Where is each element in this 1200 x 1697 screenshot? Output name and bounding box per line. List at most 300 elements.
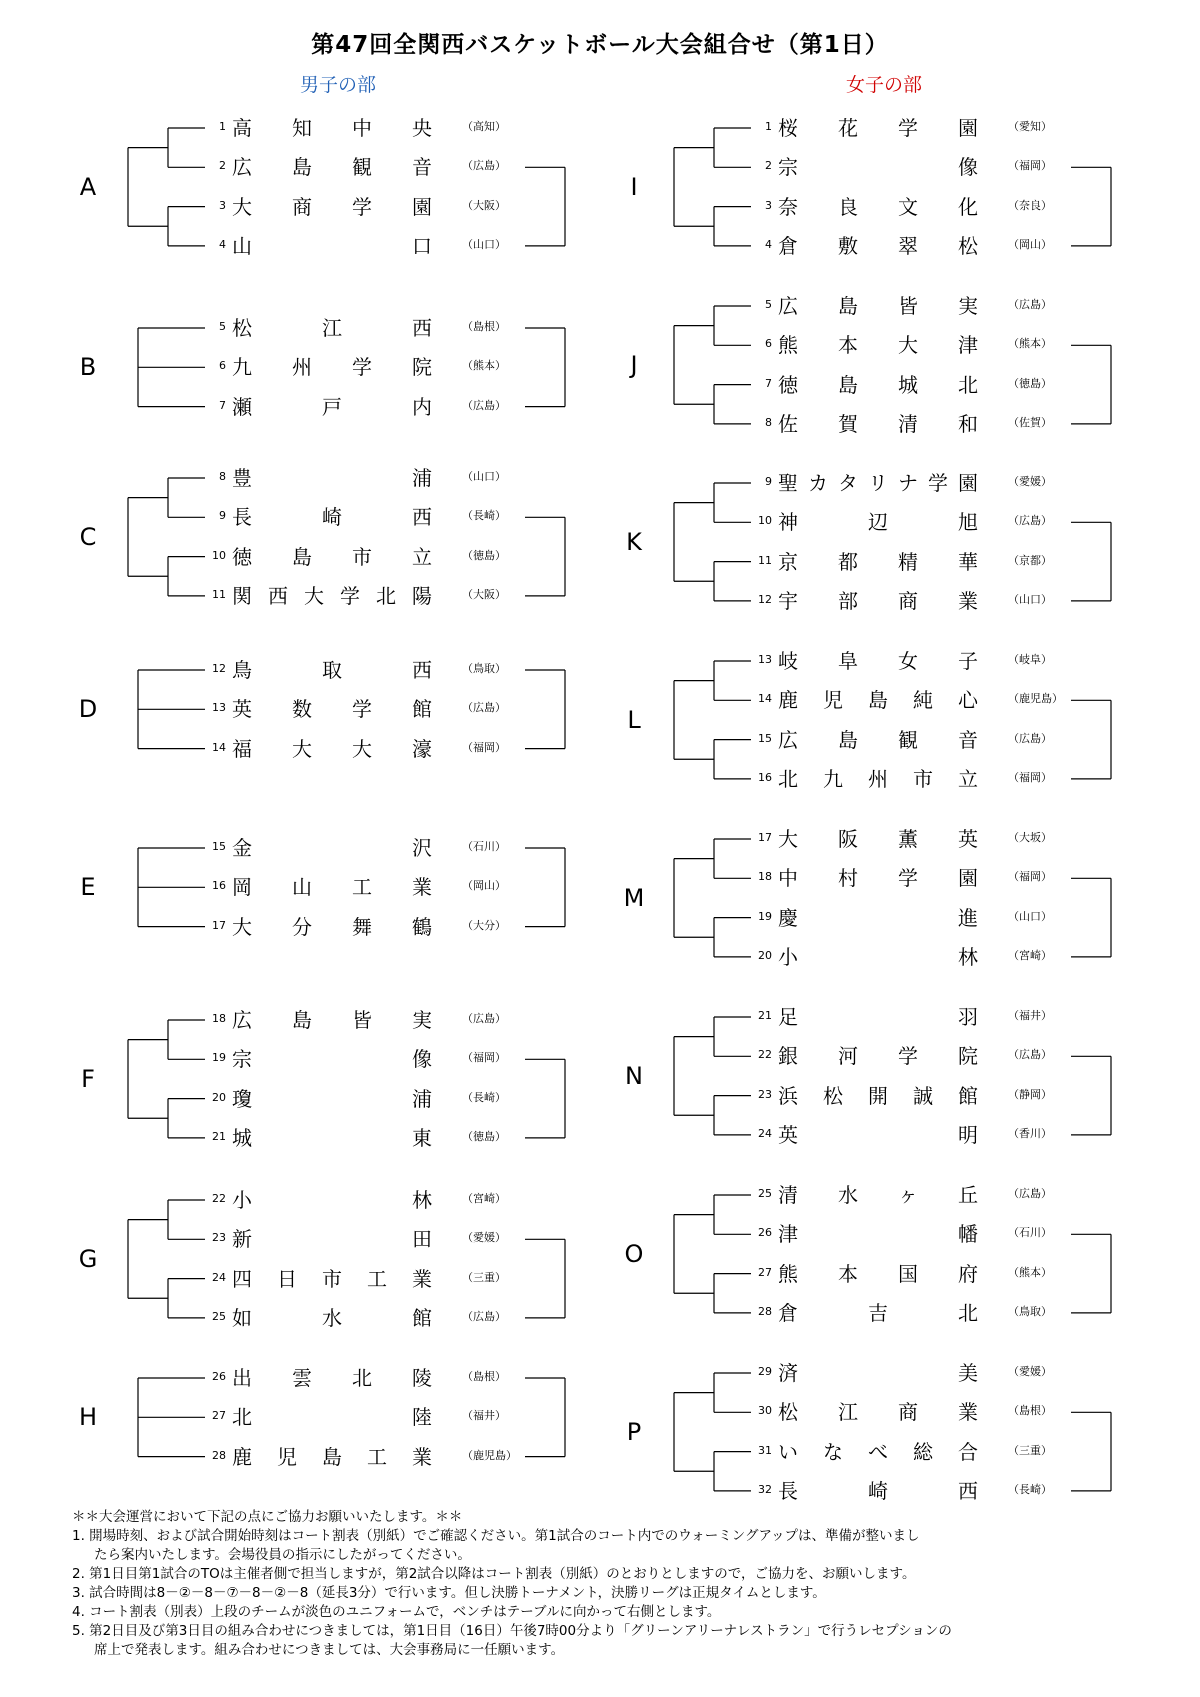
team-name-char: 高	[232, 116, 252, 140]
team-seed-number: 24	[758, 1126, 772, 1140]
team-name-char: 津	[958, 333, 978, 358]
team-prefecture: （広島）	[1008, 514, 1052, 528]
team-name-char: 阪	[838, 827, 858, 851]
note-item: 2. 第1日目第1試合のTOは主催者側で担当しますが，第2試合以降はコート割表（別紙）のとおりとしますので，ご協力を、お願いします。	[72, 1566, 916, 1582]
team-prefecture: （山口）	[1008, 592, 1052, 606]
team-prefecture: （広島）	[1008, 1048, 1052, 1062]
team-seed-number: 8	[219, 470, 226, 483]
team-name	[778, 1045, 978, 1067]
team-name-char: 陽	[412, 583, 432, 608]
team-name-char: 音	[412, 155, 432, 180]
team-name	[232, 1268, 432, 1290]
team-name-char: 商	[898, 588, 918, 613]
team-seed-number: 9	[219, 509, 226, 523]
team-name-char: 聖	[778, 471, 798, 495]
team-name-char: 商	[292, 194, 312, 219]
team-name-char: 取	[322, 658, 342, 682]
team-seed-number: 26	[758, 1226, 772, 1240]
team-name-char: 大	[292, 736, 312, 761]
team-name	[232, 196, 432, 218]
team-name-char: 工	[367, 1266, 387, 1291]
team-name-char: 徳	[778, 372, 798, 397]
group-label-O: O	[624, 1239, 644, 1268]
team-seed-number: 18	[758, 870, 772, 884]
team-prefecture: （長崎）	[1008, 1482, 1052, 1496]
group-label-E: E	[80, 873, 96, 902]
notes-heading: ＊＊大会運営において下記の点にご協力お願いいたします。＊＊	[72, 1509, 463, 1525]
team-name-char: 子	[958, 649, 978, 673]
women-section-title: 女子の部	[846, 74, 923, 96]
team-prefecture: （福井）	[1008, 1009, 1052, 1022]
team-seed-number: 25	[758, 1187, 772, 1200]
team-prefecture: （徳島）	[1008, 376, 1052, 390]
team-name-char: 商	[898, 1400, 918, 1425]
team-name-char: 宇	[778, 588, 798, 613]
team-name-char: 大	[304, 583, 324, 608]
team-seed-number: 27	[758, 1265, 772, 1279]
team-name-char: 林	[412, 1188, 432, 1212]
team-name	[778, 828, 978, 850]
team-prefecture: （長崎）	[462, 509, 506, 523]
team-name-char: 館	[958, 1083, 978, 1108]
group-label-F: F	[81, 1064, 95, 1093]
team-prefecture: （福岡）	[1008, 870, 1052, 884]
team-seed-number: 2	[219, 159, 226, 173]
team-name-char: 田	[412, 1227, 432, 1252]
team-name-char: 大	[232, 194, 252, 219]
team-prefecture: （島根）	[1008, 1404, 1052, 1418]
team-name-char: 島	[292, 1008, 312, 1032]
note-item-continued: たら案内いたします。会場役員の指示にしたがってください。	[94, 1547, 471, 1563]
team-name-char: 島	[292, 544, 312, 569]
team-name-char: 中	[352, 116, 372, 140]
team-name	[778, 946, 978, 968]
team-name-char: 阜	[838, 649, 858, 673]
team-name-char: 西	[412, 505, 432, 530]
team-name-char: 市	[352, 544, 372, 569]
team-name-char: 園	[958, 866, 978, 891]
team-name-char: 音	[958, 727, 978, 752]
team-name	[232, 317, 432, 339]
team-name-char: 出	[232, 1366, 252, 1390]
team-name-char: 実	[412, 1008, 432, 1032]
team-seed-number: 1	[219, 120, 226, 133]
team-seed-number: 15	[212, 840, 226, 853]
team-seed-number: 17	[212, 918, 226, 932]
team-prefecture: （愛媛）	[462, 1231, 506, 1245]
team-name-char: ナ	[898, 471, 918, 495]
team-name-char: 賀	[838, 411, 858, 436]
team-seed-number: 5	[219, 320, 226, 333]
team-name-char: 松	[823, 1083, 843, 1108]
team-name-char: 宗	[232, 1047, 252, 1072]
team-prefecture: （大阪）	[462, 198, 506, 212]
team-name-char: 観	[898, 727, 918, 752]
team-name-char: 華	[958, 549, 978, 574]
men-section-title: 男子の部	[300, 74, 377, 96]
team-prefecture: （三重）	[462, 1270, 506, 1284]
team-name-char: 松	[958, 233, 978, 258]
team-name-char: 翠	[898, 233, 918, 258]
team-name-char: 国	[898, 1261, 918, 1286]
team-name-char: 像	[412, 1047, 432, 1072]
team-prefecture: （山口）	[462, 237, 506, 251]
team-seed-number: 25	[212, 1309, 226, 1323]
team-name	[778, 1124, 978, 1146]
team-name-char: 松	[778, 1400, 798, 1425]
team-name-char: 水	[838, 1183, 858, 1207]
team-name-char: 福	[232, 736, 252, 761]
team-name-char: 山	[232, 233, 252, 258]
team-name-char: 学	[928, 471, 948, 495]
team-seed-number: 5	[765, 298, 772, 311]
team-name-char: 慶	[778, 905, 798, 930]
team-seed-number: 20	[758, 948, 772, 962]
notes-section	[72, 1508, 1152, 1660]
team-name-char: カ	[808, 471, 828, 495]
team-name-char: 内	[412, 394, 432, 419]
team-name-char: 小	[778, 944, 798, 969]
team-name-char: 浦	[412, 466, 432, 490]
team-name	[232, 1048, 432, 1070]
team-name-char: 誠	[913, 1083, 933, 1108]
group-label-B: B	[79, 353, 97, 382]
team-prefecture: （静岡）	[1008, 1087, 1052, 1101]
team-name-char: 業	[412, 875, 432, 900]
team-name-char: 工	[367, 1444, 387, 1469]
team-name	[778, 334, 978, 356]
team-name-char: 英	[958, 827, 978, 851]
team-name	[778, 117, 978, 139]
team-name-char: 島	[322, 1444, 342, 1469]
team-seed-number: 15	[758, 731, 772, 745]
team-prefecture: （岡山）	[462, 879, 506, 893]
team-name-char: 徳	[232, 544, 252, 569]
team-seed-number: 7	[765, 376, 772, 390]
team-seed-number: 11	[758, 553, 772, 567]
team-name-char: 浜	[778, 1083, 798, 1108]
group-label-M: M	[623, 883, 645, 912]
team-name	[232, 837, 432, 859]
team-name-char: 児	[277, 1444, 297, 1469]
team-name-char: 大	[898, 333, 918, 358]
team-name-char: 津	[778, 1222, 798, 1247]
team-prefecture: （宮崎）	[462, 1192, 506, 1205]
team-name-char: 学	[352, 697, 372, 722]
note-item: 5. 第2日目及び第3日目の組み合わせにつきましては，第1日目（16日）午後7時00分より「グリーンアリーナレストラン」で行うレセプションの	[72, 1623, 952, 1639]
team-name-char: 州	[292, 355, 312, 380]
team-seed-number: 6	[219, 359, 226, 373]
group-label-N: N	[625, 1061, 643, 1090]
team-name	[232, 1228, 432, 1250]
team-name-char: 学	[352, 194, 372, 219]
team-name-char: 北	[958, 372, 978, 397]
team-name-char: 中	[778, 866, 798, 891]
team-name-char: 北	[232, 1405, 252, 1430]
team-name	[778, 374, 978, 396]
team-name-char: 長	[232, 505, 252, 530]
team-name-char: 良	[838, 194, 858, 219]
team-name-char: 日	[277, 1266, 297, 1291]
team-name-char: 州	[868, 766, 888, 791]
team-name	[778, 1302, 978, 1324]
team-seed-number: 8	[765, 415, 772, 429]
team-name	[232, 117, 432, 139]
team-name-char: 瀬	[232, 394, 252, 419]
team-name	[232, 467, 432, 489]
team-name-char: 村	[838, 866, 858, 891]
team-name-char: 北	[376, 583, 396, 608]
team-seed-number: 23	[758, 1087, 772, 1101]
note-item: 1. 開場時刻、および試合開始時刻はコート割表（別紙）でご確認ください。第1試合のコート内でのウォーミングアップは、準備が整いまし	[72, 1528, 920, 1544]
team-name-char: 長	[778, 1478, 798, 1503]
team-name	[232, 1009, 432, 1031]
team-prefecture: （広島）	[462, 1309, 506, 1323]
team-name-char: 学	[898, 116, 918, 140]
team-seed-number: 31	[758, 1443, 772, 1457]
team-name-char: 城	[898, 372, 918, 397]
team-name-char: 進	[958, 905, 978, 930]
team-name-char: 足	[778, 1005, 798, 1029]
team-seed-number: 21	[212, 1129, 226, 1143]
team-name	[778, 156, 978, 178]
team-name-char: 立	[958, 766, 978, 791]
team-name-char: 西	[958, 1478, 978, 1503]
team-name-char: 金	[232, 836, 252, 860]
group-label-H: H	[78, 1403, 98, 1432]
team-seed-number: 28	[212, 1448, 226, 1462]
team-seed-number: 22	[212, 1192, 226, 1205]
team-name-char: 熊	[778, 333, 798, 358]
team-name	[778, 650, 978, 672]
team-seed-number: 29	[758, 1365, 772, 1378]
team-seed-number: 10	[758, 514, 772, 528]
team-seed-number: 26	[212, 1370, 226, 1383]
team-name	[778, 729, 978, 751]
team-name-char: 桜	[778, 116, 798, 140]
team-name-char: 児	[823, 688, 843, 713]
team-name-char: 央	[412, 116, 432, 140]
team-name-char: な	[823, 1439, 843, 1464]
team-name-char: 広	[232, 155, 252, 180]
team-name-char: 西	[412, 316, 432, 340]
team-name-char: 西	[412, 658, 432, 682]
team-name-char: 実	[958, 294, 978, 318]
team-name	[232, 916, 432, 938]
team-name-char: 吉	[868, 1300, 888, 1325]
team-name-char: 学	[898, 866, 918, 891]
team-name-char: 都	[838, 549, 858, 574]
team-name-char: 数	[292, 697, 312, 722]
team-prefecture: （広島）	[462, 159, 506, 173]
team-prefecture: （愛知）	[1008, 120, 1052, 133]
team-seed-number: 11	[212, 587, 226, 601]
team-seed-number: 22	[758, 1048, 772, 1062]
team-prefecture: （高知）	[462, 120, 506, 133]
team-name	[232, 1446, 432, 1468]
team-name-char: ヶ	[898, 1183, 918, 1207]
team-name-char: 京	[778, 549, 798, 574]
team-name-char: 山	[292, 875, 312, 900]
team-name-char: 純	[913, 688, 933, 713]
team-name-char: 宗	[778, 155, 798, 180]
team-name-char: 崎	[322, 505, 342, 530]
team-name-char: 開	[868, 1083, 888, 1108]
team-name-char: 島	[838, 294, 858, 318]
team-name	[778, 768, 978, 790]
team-name	[232, 506, 432, 528]
team-name-char: 江	[838, 1400, 858, 1425]
team-seed-number: 21	[758, 1009, 772, 1022]
team-seed-number: 14	[758, 692, 772, 706]
team-name-char: 城	[232, 1125, 252, 1150]
team-name	[778, 1006, 978, 1028]
team-name	[778, 689, 978, 711]
team-name-char: 工	[352, 875, 372, 900]
team-seed-number: 19	[758, 909, 772, 923]
team-seed-number: 17	[758, 831, 772, 844]
team-prefecture: （広島）	[1008, 1187, 1052, 1200]
team-name	[778, 551, 978, 573]
team-prefecture: （奈良）	[1008, 198, 1052, 212]
team-name-char: 島	[838, 372, 858, 397]
team-prefecture: （福岡）	[462, 740, 506, 754]
team-name-char: 業	[958, 1400, 978, 1425]
team-prefecture: （福岡）	[1008, 159, 1052, 173]
group-label-A: A	[79, 172, 97, 201]
team-name-char: 分	[292, 914, 312, 939]
team-name-char: 明	[958, 1122, 978, 1147]
team-seed-number: 32	[758, 1482, 772, 1496]
team-name	[778, 1480, 978, 1502]
team-name-char: 陵	[412, 1366, 432, 1390]
team-prefecture: （広島）	[462, 1012, 506, 1025]
team-seed-number: 16	[212, 879, 226, 893]
group-label-K: K	[626, 527, 642, 556]
team-name-char: 松	[232, 316, 252, 340]
team-seed-number: 3	[219, 198, 226, 212]
team-seed-number: 23	[212, 1231, 226, 1245]
team-prefecture: （岐阜）	[1008, 653, 1052, 666]
team-seed-number: 16	[758, 770, 772, 784]
team-name-char: 大	[778, 827, 798, 851]
team-prefecture: （鳥取）	[462, 662, 506, 675]
team-name	[778, 511, 978, 533]
team-seed-number: 10	[212, 548, 226, 562]
group-label-D: D	[78, 695, 98, 724]
team-prefecture: （石川）	[1008, 1226, 1052, 1240]
note-item: 4. コート割表（別表）上段のチームが淡色のユニフォームで，ベンチはテーブルに向かって右側とします。	[72, 1604, 721, 1620]
team-prefecture: （徳島）	[462, 548, 506, 562]
team-name-char: 水	[322, 1305, 342, 1330]
team-name-char: 学	[352, 355, 372, 380]
team-prefecture: （福岡）	[1008, 770, 1052, 784]
team-prefecture: （熊本）	[1008, 337, 1052, 351]
group-label-C: C	[79, 522, 97, 551]
team-name	[778, 1362, 978, 1384]
team-prefecture: （大分）	[462, 918, 506, 932]
team-name-char: 心	[958, 688, 978, 713]
team-seed-number: 7	[219, 398, 226, 412]
team-name-char: 口	[412, 233, 432, 258]
team-name	[778, 472, 978, 494]
team-prefecture: （愛媛）	[1008, 475, 1052, 488]
team-name-char: 林	[958, 944, 978, 969]
team-seed-number: 27	[212, 1409, 226, 1423]
team-name-char: 広	[232, 1008, 252, 1032]
team-name	[778, 295, 978, 317]
team-name-char: 陸	[412, 1405, 432, 1430]
team-name-char: 皆	[898, 294, 918, 318]
team-name-char: 濠	[412, 736, 432, 761]
team-seed-number: 1	[765, 120, 772, 133]
team-name	[232, 356, 432, 378]
team-seed-number: 28	[758, 1304, 772, 1318]
team-name-char: 佐	[778, 411, 798, 436]
team-name-char: 女	[898, 649, 918, 673]
team-name	[232, 1307, 432, 1329]
team-prefecture: （岡山）	[1008, 237, 1052, 251]
team-name	[778, 1263, 978, 1285]
team-name	[232, 1088, 432, 1110]
team-prefecture: （山口）	[462, 470, 506, 483]
group-label-P: P	[626, 1417, 642, 1446]
team-name-char: 崎	[868, 1478, 888, 1503]
team-name-char: 大	[352, 736, 372, 761]
team-name-char: 舞	[352, 914, 372, 939]
team-seed-number: 20	[212, 1090, 226, 1104]
team-name-char: 沢	[412, 836, 432, 860]
team-name-char: 薫	[898, 827, 918, 851]
team-name-char: 島	[868, 688, 888, 713]
group-label-L: L	[627, 705, 641, 734]
team-name-char: 和	[958, 411, 978, 436]
team-name-char: 旭	[958, 510, 978, 535]
team-name-char: 鳥	[232, 658, 252, 682]
team-name-char: 立	[412, 544, 432, 569]
team-prefecture: （京都）	[1008, 553, 1052, 567]
team-name-char: 西	[268, 583, 288, 608]
team-prefecture: （徳島）	[462, 1129, 506, 1143]
team-prefecture: （福井）	[462, 1409, 506, 1423]
team-name-char: 学	[898, 1044, 918, 1069]
team-name-char: 業	[412, 1444, 432, 1469]
team-name-char: 大	[232, 914, 252, 939]
team-name	[232, 659, 432, 681]
team-name-char: 館	[412, 1305, 432, 1330]
team-name-char: 倉	[778, 1300, 798, 1325]
team-name-char: 幡	[958, 1222, 978, 1247]
team-name	[232, 546, 432, 568]
team-prefecture: （三重）	[1008, 1443, 1052, 1457]
team-name	[778, 235, 978, 257]
team-name-char: 院	[958, 1044, 978, 1069]
team-name-char: 岐	[778, 649, 798, 673]
team-name-char: 英	[778, 1122, 798, 1147]
team-name-char: 倉	[778, 233, 798, 258]
team-name-char: 総	[913, 1439, 933, 1464]
team-seed-number: 30	[758, 1404, 772, 1418]
team-name-char: 花	[838, 116, 858, 140]
team-seed-number: 6	[765, 337, 772, 351]
team-prefecture: （宮崎）	[1008, 948, 1052, 962]
team-name-char: 岡	[232, 875, 252, 900]
team-name-char: 広	[778, 294, 798, 318]
team-name-char: 本	[838, 1261, 858, 1286]
team-name-char: 熊	[778, 1261, 798, 1286]
team-name-char: 銀	[778, 1044, 798, 1069]
team-name-char: 業	[412, 1266, 432, 1291]
